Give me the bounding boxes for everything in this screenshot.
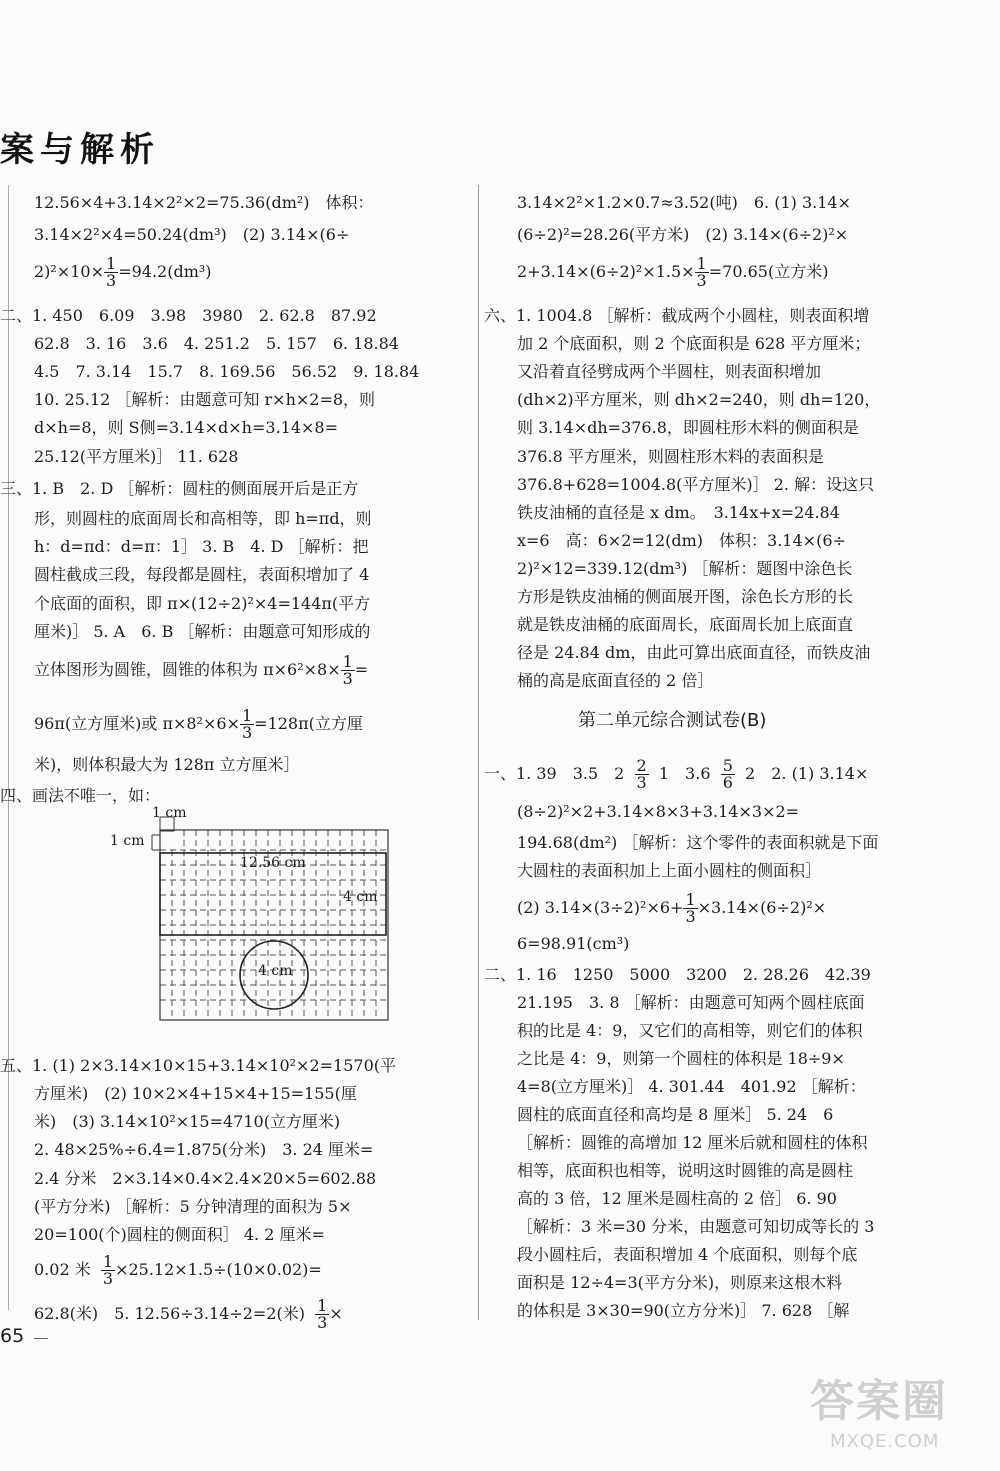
label-width: 4 cm: [343, 889, 378, 905]
answer-line: 铁皮油桶的直径是 x dm。 3.14x+x=24.84: [517, 503, 840, 522]
answer-line: (dh×2)平方厘米，则 dh×2=240，则 dh=120，: [517, 390, 881, 409]
answer-line: (平方分米) ［解析：5 分钟清理的面积为 5×: [34, 1197, 352, 1216]
answer-line: 2+3.14×(6÷2)²×1.5× $\frac{1}{3}$ =70.65(立方米): [517, 254, 829, 290]
answer-line: 10. 25.12 ［解析：由题意可知 r×h×2=8，则: [34, 390, 376, 409]
answer-line: 米) (3) 3.14×10²×15=4710(立方厘米): [34, 1112, 341, 1131]
page-number: 65: [0, 1325, 25, 1347]
answer-line: 个底面的面积，即 π×(12÷2)²×4=144π(平方: [34, 594, 371, 613]
answer-line: 六、1. 1004.8 ［解析：截成两个小圆柱，则表面积增: [484, 306, 870, 325]
answer-line: h：d=πd：d=π：1］ 3. B 4. D ［解析：把: [34, 537, 369, 556]
answer-line: 的体积是 3×30=90(立方分米)］ 7. 628 ［解: [517, 1301, 850, 1320]
watermark-logo: [800, 1365, 995, 1465]
answer-line: 4=8(立方厘米)］ 4. 301.44 401.92 ［解析：: [517, 1077, 866, 1096]
answer-line: 立体图形为圆锥，圆锥的体积为 π×6²×8× $\frac{1}{3}$ =: [34, 652, 369, 688]
answer-line: 四、画法不唯一，如：: [0, 786, 161, 805]
answer-line: 3.14×2²×4=50.24(dm³) (2) 3.14×(6÷: [34, 225, 350, 244]
label-1cm-top: 1 cm: [152, 805, 187, 821]
answer-line: d×h=8，则 S侧=3.14×d×h=3.14×8=: [34, 418, 339, 437]
label-length: 12.56 cm: [240, 855, 306, 871]
answer-line: 大圆柱的表面积加上上面小圆柱的侧面积］: [517, 861, 822, 880]
answer-line: 2.4 分米 2×3.14×0.4×2.4×20×5=602.88: [34, 1169, 377, 1188]
answer-line: 4.5 7. 3.14 15.7 8. 169.56 56.52 9. 18.84: [34, 362, 420, 381]
label-1cm-left: 1 cm: [110, 833, 145, 849]
answer-line: 6=98.91(cm³): [517, 934, 630, 953]
answer-line: 一、1. 39 3.5 2 $\frac{2}{3}$ 1 3.6 $\frac{5}{6}$ 2 2. (1) 3.14×: [484, 756, 869, 792]
page-number-rule: [34, 1338, 48, 1339]
label-circle: 4 cm: [258, 963, 293, 979]
answer-line: 就是铁皮油桶的底面周长，底面周长加上底面直: [517, 615, 854, 634]
answer-line: 五、1. (1) 2×3.14×10×15+3.14×10²×2=1570(平: [0, 1056, 397, 1075]
answer-line: 圆柱截成三段，每段都是圆柱，表面积增加了 4: [34, 565, 370, 584]
answer-line: 96π(立方厘米)或 π×8²×6× $\frac{1}{3}$ =128π(立方厘: [34, 706, 363, 742]
answer-line: 376.8+628=1004.8(平方厘米)］ 2. 解：设这只: [517, 475, 875, 494]
answer-line: (6÷2)²=28.26(平方米) (2) 3.14×(6÷2)²×: [517, 225, 849, 244]
answer-line: 相等，底面积也相等，说明这时圆锥的高是圆柱: [517, 1161, 854, 1180]
answer-line: 二、1. 450 6.09 3.98 3980 2. 62.8 87.92: [0, 306, 377, 325]
answer-line: 21.195 3. 8 ［解析：由题意可知两个圆柱底面: [517, 993, 865, 1012]
answer-line: 方厘米) (2) 10×2×4+15×4+15=155(厘: [34, 1084, 357, 1103]
answer-line: (2) 3.14×(3÷2)²×6+ $\frac{1}{3}$ ×3.14×(6÷2)²×: [517, 890, 827, 926]
answer-line: 二、1. 16 1250 5000 3200 2. 28.26 42.39: [484, 965, 871, 984]
answer-line: 径是 24.84 dm，由此可算出底面直径，而铁皮油: [517, 643, 871, 662]
answer-line: 62.8 3. 16 3.6 4. 251.2 5. 157 6. 18.84: [34, 334, 399, 353]
watermark-text: 答案圈: [810, 1376, 948, 1427]
answer-line: 3.14×2²×1.2×0.7≈3.52(吨) 6. (1) 3.14×: [517, 193, 851, 212]
answer-line: 圆柱的底面直径和高均是 8 厘米］ 5. 24 6: [517, 1105, 834, 1124]
answer-line: 194.68(dm²) ［解析：这个零件的表面积就是下面: [517, 833, 879, 852]
answer-line: 12.56×4+3.14×2²×2=75.36(dm²) 体积：: [34, 193, 374, 212]
answer-line: 62.8(米) 5. 12.56÷3.14÷2=2(米) $\frac{1}{3}$ ×: [34, 1296, 343, 1332]
answer-line: 20=100(个)圆柱的侧面积］ 4. 2 厘米=: [34, 1225, 325, 1244]
answer-line: 米)，则体积最大为 128π 立方厘米］: [34, 755, 300, 774]
answer-line: 积的比是 4：9，又它们的高相等，则它们的体积: [517, 1021, 863, 1040]
answer-line: ［解析：3 米=30 分米，由题意可知切成等长的 3: [517, 1217, 875, 1236]
answer-line: 三、1. B 2. D ［解析：圆柱的侧面展开后是正方: [0, 479, 359, 498]
answer-line: 2)²×12=339.12(dm³) ［解析：题图中涂色长: [517, 559, 853, 578]
answer-line: 25.12(平方厘米)］ 11. 628: [34, 447, 239, 466]
answer-line: 则 3.14×dh=376.8，即圆柱形木料的侧面积是: [517, 418, 859, 437]
answer-line: 加 2 个底面积，则 2 个底面积是 628 平方厘米；: [517, 334, 871, 353]
grid-figure: [110, 805, 430, 1039]
answer-line: 方形是铁皮油桶的侧面展开图，涂色长方形的长: [517, 587, 854, 606]
answer-line: 2)²×10× $\frac{1}{3}$ =94.2(dm³): [34, 254, 212, 290]
column-divider: [478, 185, 479, 1320]
section-title: 第二单元综合测试卷(B): [578, 710, 767, 731]
answer-line: 面积是 12÷4=3(平方分米)，则原来这根木料: [517, 1273, 843, 1292]
answer-line: ［解析：圆锥的高增加 12 厘米后就和圆柱的体积: [517, 1133, 868, 1152]
answer-line: 形，则圆柱的底面周长和高相等，即 h=πd，则: [34, 509, 372, 528]
left-margin-line: [8, 185, 9, 1310]
page-header: 案与解析: [0, 130, 160, 170]
answer-line: 段小圆柱后，表面积增加 4 个底面积，则每个底: [517, 1245, 858, 1264]
watermark-url: MXQE.COM: [830, 1431, 940, 1452]
answer-line: 之比是 4：9，则第一个圆柱的体积是 18÷9×: [517, 1049, 845, 1068]
answer-line: 376.8 平方厘米，则圆柱形木料的表面积是: [517, 447, 824, 466]
answer-line: (8÷2)²×2+3.14×8×3+3.14×3×2=: [517, 802, 800, 821]
answer-line: 高的 3 倍，12 厘米是圆柱高的 2 倍］ 6. 90: [517, 1189, 837, 1208]
answer-line: 2. 48×25%÷6.4=1.875(分米) 3. 24 厘米=: [34, 1140, 374, 1159]
answer-line: 又沿着直径劈成两个半圆柱，则表面积增加: [517, 362, 822, 381]
answer-line: 桶的高是底面直径的 2 倍］: [517, 671, 714, 690]
grid-drawing: [110, 805, 430, 1035]
answer-line: x=6 高：6×2=12(dm) 体积：3.14×(6÷: [517, 531, 846, 550]
answer-line: 0.02 米 $\frac{1}{3}$ ×25.12×1.5÷(10×0.02)=: [34, 1252, 322, 1288]
answer-line: 厘米)］ 5. A 6. B ［解析：由题意可知形成的: [34, 622, 371, 641]
